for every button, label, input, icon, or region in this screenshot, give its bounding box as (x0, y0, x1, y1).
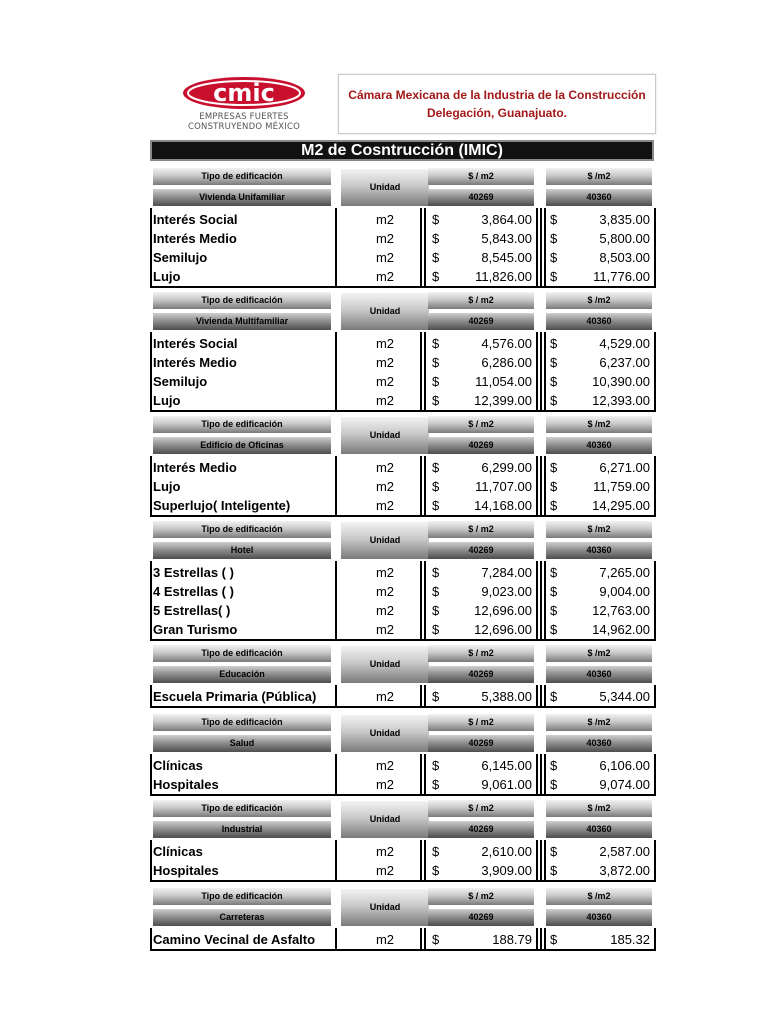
date-header-col1: 40269 (428, 666, 534, 683)
row-unit: m2 (375, 250, 395, 265)
price-header-col1: $ / m2 (428, 888, 534, 905)
table-border-vertical (540, 928, 542, 949)
table-border-vertical (335, 928, 337, 949)
unit-header: Unidad (341, 801, 429, 838)
row-unit: m2 (375, 603, 395, 618)
table-border-bottom (150, 639, 656, 641)
price-value-col2: 4,529.00 (599, 336, 650, 351)
table-row (150, 582, 656, 601)
row-unit: m2 (375, 863, 395, 878)
price-value-col2: 9,004.00 (599, 584, 650, 599)
row-description: Escuela Primaria (Pública) (153, 689, 317, 704)
currency-symbol-col2: $ (550, 777, 558, 792)
table-border-vertical (540, 840, 542, 880)
table-border-vertical (536, 754, 538, 794)
table-row (150, 756, 656, 775)
cmic-logo (178, 76, 310, 134)
unit-header: Unidad (341, 889, 429, 926)
tipo-edificacion-label: Tipo de edificación (153, 292, 331, 309)
logo-text: cmic (213, 79, 275, 107)
price-value-col2: 6,271.00 (599, 460, 650, 475)
price-value-col1: 12,696.00 (474, 622, 532, 637)
currency-symbol-col1: $ (432, 689, 440, 704)
price-value-col1: 4,576.00 (481, 336, 532, 351)
price-header-col2: $ /m2 (546, 645, 652, 662)
row-unit: m2 (375, 584, 395, 599)
date-header-col1: 40269 (428, 821, 534, 838)
table-border-vertical (150, 754, 152, 794)
table-border-vertical (335, 840, 337, 880)
currency-symbol-col2: $ (550, 479, 558, 494)
currency-symbol-col2: $ (550, 622, 558, 637)
currency-symbol-col2: $ (550, 932, 558, 947)
price-value-col2: 10,390.00 (592, 374, 650, 389)
price-header-col1: $ / m2 (428, 800, 534, 817)
row-description: 4 Estrellas ( ) (153, 584, 234, 599)
table-row (150, 391, 656, 410)
table-border-bottom (150, 880, 656, 882)
table-border-vertical (420, 332, 422, 410)
date-header-col2: 40360 (546, 909, 652, 926)
row-description: Camino Vecinal de Asfalto (153, 932, 316, 947)
currency-symbol-col2: $ (550, 269, 558, 284)
price-header-col1: $ / m2 (428, 292, 534, 309)
row-unit: m2 (375, 479, 395, 494)
table-border-vertical (544, 332, 546, 410)
currency-symbol-col1: $ (432, 565, 440, 580)
table-border-vertical (335, 332, 337, 410)
table-row (150, 229, 656, 248)
row-unit: m2 (375, 374, 395, 389)
date-header-col1: 40269 (428, 437, 534, 454)
table-border-vertical (424, 456, 426, 515)
table-border-vertical (544, 840, 546, 880)
currency-symbol-col1: $ (432, 777, 440, 792)
date-header-col2: 40360 (546, 189, 652, 206)
unit-header: Unidad (341, 715, 429, 752)
table-border-vertical (536, 332, 538, 410)
price-header-col2: $ /m2 (546, 888, 652, 905)
section-rows (150, 458, 656, 515)
unit-header: Unidad (341, 646, 429, 683)
price-value-col1: 3,864.00 (481, 212, 532, 227)
unit-header: Unidad (341, 293, 429, 330)
row-description: Interés Social (153, 336, 238, 351)
table-border-vertical (544, 208, 546, 286)
currency-symbol-col1: $ (432, 250, 440, 265)
price-header-col1: $ / m2 (428, 416, 534, 433)
table-border-vertical (335, 208, 337, 286)
currency-symbol-col1: $ (432, 622, 440, 637)
table-border-vertical (544, 754, 546, 794)
row-description: Gran Turismo (153, 622, 238, 637)
tipo-edificacion-label: Tipo de edificación (153, 645, 331, 662)
price-value-col1: 12,696.00 (474, 603, 532, 618)
table-row (150, 563, 656, 582)
row-description: Clínicas (153, 844, 203, 859)
price-header-col1: $ / m2 (428, 168, 534, 185)
table-border-vertical (424, 754, 426, 794)
currency-symbol-col2: $ (550, 603, 558, 618)
price-value-col2: 12,393.00 (592, 393, 650, 408)
table-border-vertical (420, 456, 422, 515)
price-value-col1: 7,284.00 (481, 565, 532, 580)
table-border-vertical (150, 208, 152, 286)
section-rows (150, 930, 656, 949)
price-header-col2: $ /m2 (546, 168, 652, 185)
table-border-vertical (654, 840, 656, 880)
currency-symbol-col2: $ (550, 336, 558, 351)
tipo-edificacion-label: Tipo de edificación (153, 521, 331, 538)
row-description: Interés Medio (153, 231, 237, 246)
table-row (150, 267, 656, 286)
date-header-col2: 40360 (546, 542, 652, 559)
price-value-col1: 6,299.00 (481, 460, 532, 475)
currency-symbol-col1: $ (432, 758, 440, 773)
row-unit: m2 (375, 498, 395, 513)
price-value-col2: 3,872.00 (599, 863, 650, 878)
currency-symbol-col1: $ (432, 336, 440, 351)
cmic-logo-mark (182, 76, 306, 110)
table-border-vertical (420, 840, 422, 880)
currency-symbol-col2: $ (550, 212, 558, 227)
table-row (150, 930, 656, 949)
table-border-vertical (335, 685, 337, 706)
date-header-col2: 40360 (546, 821, 652, 838)
table-border-bottom (150, 286, 656, 288)
row-description: Semilujo (153, 250, 208, 265)
section-rows (150, 563, 656, 639)
logo-tagline-1: EMPRESAS FUERTES (199, 112, 289, 122)
row-description: 3 Estrellas ( ) (153, 565, 234, 580)
row-unit: m2 (375, 932, 395, 947)
row-unit: m2 (375, 689, 395, 704)
price-value-col2: 11,776.00 (593, 269, 650, 284)
row-description: 5 Estrellas( ) (153, 603, 231, 618)
logo-tagline-2: CONSTRUYENDO MÉXICO (187, 122, 301, 132)
table-border-vertical (424, 928, 426, 949)
price-value-col1: 6,145.00 (481, 758, 532, 773)
currency-symbol-col1: $ (432, 393, 440, 408)
table-border-bottom (150, 949, 656, 951)
section-rows (150, 842, 656, 880)
table-border-bottom (150, 706, 656, 708)
currency-symbol-col2: $ (550, 758, 558, 773)
currency-symbol-col2: $ (550, 393, 558, 408)
table-border-vertical (544, 685, 546, 706)
table-border-vertical (654, 754, 656, 794)
table-border-vertical (540, 561, 542, 639)
table-border-vertical (536, 685, 538, 706)
table-row (150, 458, 656, 477)
row-description: Lujo (153, 269, 181, 284)
row-unit: m2 (375, 460, 395, 475)
unit-header: Unidad (341, 417, 429, 454)
price-value-col1: 8,545.00 (481, 250, 532, 265)
price-header-col1: $ / m2 (428, 521, 534, 538)
price-value-col2: 6,106.00 (599, 758, 650, 773)
date-header-col2: 40360 (546, 437, 652, 454)
date-header-col1: 40269 (428, 313, 534, 330)
table-border-vertical (150, 685, 152, 706)
row-description: Hospitales (153, 863, 219, 878)
organization-name: Cámara Mexicana de la Industria de la Construcción (348, 88, 646, 102)
price-value-col1: 11,054.00 (475, 374, 532, 389)
building-type-name: Educación (153, 666, 331, 683)
price-value-col1: 2,610.00 (481, 844, 532, 859)
row-unit: m2 (375, 355, 395, 370)
row-unit: m2 (375, 269, 395, 284)
table-row (150, 372, 656, 391)
currency-symbol-col2: $ (550, 565, 558, 580)
table-border-vertical (420, 685, 422, 706)
table-row (150, 353, 656, 372)
unit-header: Unidad (341, 169, 429, 206)
currency-symbol-col1: $ (432, 460, 440, 475)
row-unit: m2 (375, 336, 395, 351)
table-border-vertical (540, 685, 542, 706)
row-description: Interés Social (153, 212, 238, 227)
currency-symbol-col1: $ (432, 498, 440, 513)
currency-symbol-col2: $ (550, 498, 558, 513)
currency-symbol-col1: $ (432, 932, 440, 947)
row-unit: m2 (375, 622, 395, 637)
organization-header (338, 74, 656, 134)
currency-symbol-col1: $ (432, 231, 440, 246)
table-row (150, 775, 656, 794)
table-border-vertical (654, 456, 656, 515)
currency-symbol-col1: $ (432, 584, 440, 599)
table-border-vertical (150, 332, 152, 410)
price-value-col2: 3,835.00 (599, 212, 650, 227)
price-value-col2: 7,265.00 (599, 565, 650, 580)
currency-symbol-col2: $ (550, 374, 558, 389)
table-border-vertical (536, 456, 538, 515)
table-border-vertical (540, 456, 542, 515)
price-header-col2: $ /m2 (546, 714, 652, 731)
row-unit: m2 (375, 758, 395, 773)
row-unit: m2 (375, 565, 395, 580)
price-value-col2: 2,587.00 (599, 844, 650, 859)
row-description: Semilujo (153, 374, 208, 389)
currency-symbol-col1: $ (432, 269, 440, 284)
table-border-vertical (654, 685, 656, 706)
building-type-name: Carreteras (153, 909, 331, 926)
table-border-vertical (544, 928, 546, 949)
table-border-vertical (424, 208, 426, 286)
table-border-vertical (150, 840, 152, 880)
table-border-vertical (654, 928, 656, 949)
date-header-col1: 40269 (428, 189, 534, 206)
date-header-col1: 40269 (428, 909, 534, 926)
table-border-vertical (424, 561, 426, 639)
price-value-col1: 9,023.00 (481, 584, 532, 599)
table-row (150, 477, 656, 496)
currency-symbol-col1: $ (432, 479, 440, 494)
price-value-col2: 8,503.00 (599, 250, 650, 265)
table-border-vertical (544, 456, 546, 515)
table-border-vertical (654, 208, 656, 286)
table-border-vertical (654, 332, 656, 410)
table-border-bottom (150, 410, 656, 412)
row-unit: m2 (375, 777, 395, 792)
price-value-col1: 188.79 (492, 932, 532, 947)
price-header-col1: $ / m2 (428, 714, 534, 731)
row-description: Interés Medio (153, 355, 237, 370)
table-border-vertical (424, 332, 426, 410)
currency-symbol-col1: $ (432, 355, 440, 370)
price-value-col2: 5,800.00 (599, 231, 650, 246)
price-header-col2: $ /m2 (546, 416, 652, 433)
row-description: Lujo (153, 393, 181, 408)
table-border-vertical (150, 456, 152, 515)
row-unit: m2 (375, 393, 395, 408)
table-border-bottom (150, 794, 656, 796)
table-border-vertical (540, 208, 542, 286)
price-value-col2: 14,962.00 (592, 622, 650, 637)
table-border-vertical (335, 754, 337, 794)
section-rows (150, 210, 656, 286)
currency-symbol-col1: $ (432, 863, 440, 878)
row-unit: m2 (375, 212, 395, 227)
table-row (150, 601, 656, 620)
table-border-vertical (540, 754, 542, 794)
row-unit: m2 (375, 231, 395, 246)
price-value-col2: 9,074.00 (599, 777, 650, 792)
building-type-name: Edificio de Oficinas (153, 437, 331, 454)
price-value-col2: 12,763.00 (592, 603, 650, 618)
building-type-name: Salud (153, 735, 331, 752)
price-value-col1: 14,168.00 (474, 498, 532, 513)
row-description: Interés Medio (153, 460, 237, 475)
table-border-vertical (536, 840, 538, 880)
price-header-col1: $ / m2 (428, 645, 534, 662)
unit-header: Unidad (341, 522, 429, 559)
table-border-vertical (420, 208, 422, 286)
price-value-col1: 3,909.00 (481, 863, 532, 878)
page-title: M2 de Cosntrucción (IMIC) (150, 140, 654, 161)
date-header-col1: 40269 (428, 542, 534, 559)
table-row (150, 861, 656, 880)
table-border-vertical (420, 754, 422, 794)
currency-symbol-col2: $ (550, 844, 558, 859)
tipo-edificacion-label: Tipo de edificación (153, 416, 331, 433)
tipo-edificacion-label: Tipo de edificación (153, 168, 331, 185)
price-value-col2: 11,759.00 (593, 479, 650, 494)
currency-symbol-col2: $ (550, 355, 558, 370)
price-value-col1: 12,399.00 (474, 393, 532, 408)
date-header-col2: 40360 (546, 735, 652, 752)
price-value-col1: 9,061.00 (481, 777, 532, 792)
table-row (150, 248, 656, 267)
table-border-vertical (335, 561, 337, 639)
building-type-name: Vivienda Multifamiliar (153, 313, 331, 330)
price-value-col1: 6,286.00 (481, 355, 532, 370)
table-row (150, 496, 656, 515)
row-description: Clínicas (153, 758, 203, 773)
table-border-vertical (536, 561, 538, 639)
table-border-vertical (536, 208, 538, 286)
currency-symbol-col2: $ (550, 584, 558, 599)
table-border-vertical (536, 928, 538, 949)
date-header-col1: 40269 (428, 735, 534, 752)
currency-symbol-col2: $ (550, 460, 558, 475)
table-border-bottom (150, 515, 656, 517)
table-border-vertical (420, 928, 422, 949)
currency-symbol-col2: $ (550, 863, 558, 878)
currency-symbol-col2: $ (550, 689, 558, 704)
building-type-name: Hotel (153, 542, 331, 559)
organization-delegation: Delegación, Guanajuato. (426, 106, 568, 120)
row-description: Lujo (153, 479, 181, 494)
table-border-vertical (424, 840, 426, 880)
price-value-col1: 11,826.00 (475, 269, 532, 284)
table-row (150, 334, 656, 353)
section-rows (150, 756, 656, 794)
price-header-col2: $ /m2 (546, 800, 652, 817)
currency-symbol-col2: $ (550, 250, 558, 265)
price-header-col2: $ /m2 (546, 292, 652, 309)
building-type-name: Vivienda Unifamiliar (153, 189, 331, 206)
table-row (150, 210, 656, 229)
price-header-col2: $ /m2 (546, 521, 652, 538)
price-value-col2: 5,344.00 (599, 689, 650, 704)
section-rows (150, 687, 656, 706)
table-border-vertical (540, 332, 542, 410)
price-value-col1: 5,843.00 (481, 231, 532, 246)
table-border-vertical (150, 928, 152, 949)
table-row (150, 620, 656, 639)
currency-symbol-col1: $ (432, 374, 440, 389)
table-border-vertical (424, 685, 426, 706)
currency-symbol-col1: $ (432, 212, 440, 227)
price-value-col1: 11,707.00 (475, 479, 532, 494)
section-rows (150, 334, 656, 410)
price-value-col1: 5,388.00 (481, 689, 532, 704)
table-row (150, 687, 656, 706)
row-unit: m2 (375, 844, 395, 859)
table-border-vertical (654, 561, 656, 639)
currency-symbol-col2: $ (550, 231, 558, 246)
building-type-name: Industrial (153, 821, 331, 838)
date-header-col2: 40360 (546, 666, 652, 683)
price-value-col2: 14,295.00 (592, 498, 650, 513)
row-description: Superlujo( Inteligente) (153, 498, 291, 513)
tipo-edificacion-label: Tipo de edificación (153, 888, 331, 905)
table-border-vertical (544, 561, 546, 639)
tipo-edificacion-label: Tipo de edificación (153, 714, 331, 731)
table-border-vertical (420, 561, 422, 639)
table-border-vertical (335, 456, 337, 515)
table-row (150, 842, 656, 861)
currency-symbol-col1: $ (432, 844, 440, 859)
date-header-col2: 40360 (546, 313, 652, 330)
tipo-edificacion-label: Tipo de edificación (153, 800, 331, 817)
table-border-vertical (150, 561, 152, 639)
currency-symbol-col1: $ (432, 603, 440, 618)
price-value-col2: 6,237.00 (599, 355, 650, 370)
price-value-col2: 185.32 (610, 932, 650, 947)
row-description: Hospitales (153, 777, 219, 792)
